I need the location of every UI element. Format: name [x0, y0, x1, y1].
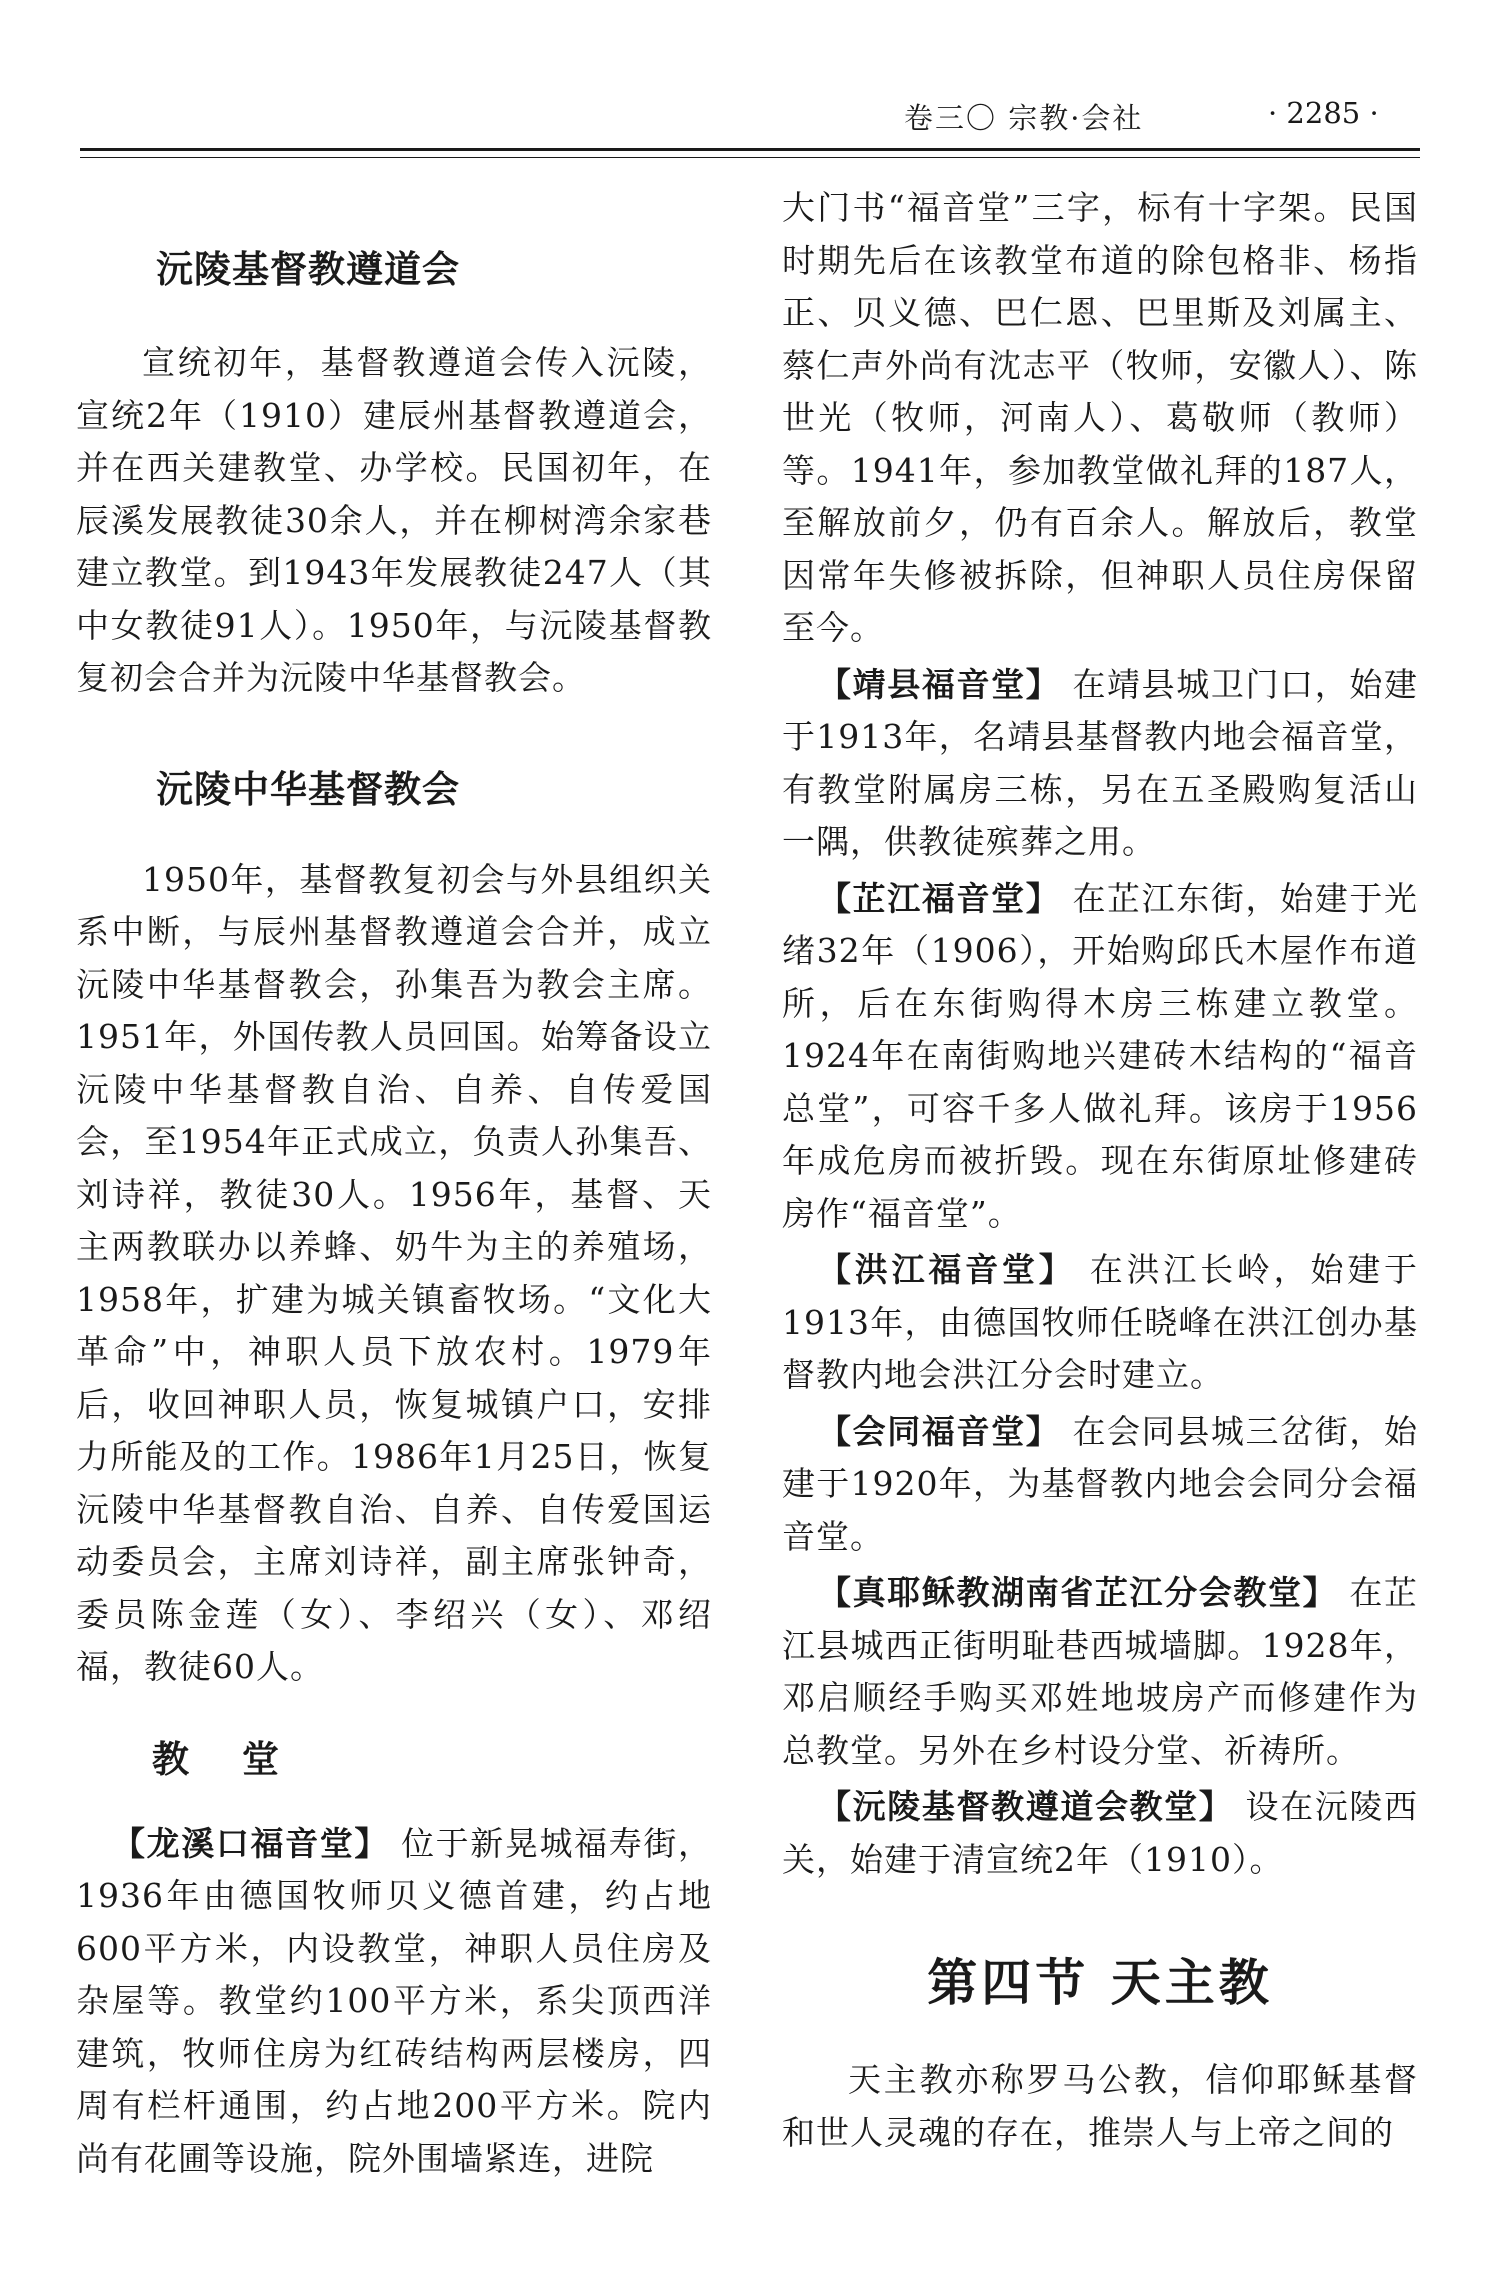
running-header [0, 96, 1500, 136]
entry-text: 在会同县城三岔街，始建于1920年，为基督教内地会会同分会福音堂。 [782, 1411, 1418, 1556]
section-heading: 沅陵基督教遵道会 [156, 248, 460, 291]
right-column [782, 182, 1418, 2159]
section-paragraph: 1950年，基督教复初会与外县组织关系中断，与辰州基督教遵道会合并，成立沅陵中华基督教会，孙集吾为教会主席。1951年，外国传教人员回国。始筹备设立沅陵中华基督教自治、自养、自传爱国会，至1954年正式成立，负责人孙集吾、刘诗祥，教徒30人。1956年，基督、天主两教联办以养蜂、奶牛为主的养殖场，1958年，扩建为城关镇畜牧场。“文化大革命”中，神职人员下放农村。1979年后，收回神职人员，恢复城镇户口，安排力所能及的工作。1986年1月25日，恢复沅陵中华基督教自治、自养、自传爱国运动委员会，主席刘诗祥，副主席张钟奇，委员陈金莲（女）、李绍兴（女）、邓绍福，教徒60人。 [76, 859, 712, 1686]
chapter-heading: 第四节 天主教 [927, 1953, 1273, 2012]
section-heading: 教 堂 [152, 1737, 299, 1781]
entry-title: 【洪江福音堂】 [818, 1250, 1076, 1289]
left-column [76, 182, 712, 2185]
entry-text: 在靖县城卫门口，始建于1913年，名靖县基督教内地会福音堂，有教堂附属房三栋，另在五圣殿购复活山一隅，供教徒殡葬之用。 [782, 664, 1418, 861]
entry-paragraph [76, 1818, 712, 2186]
header-rule-thin [80, 157, 1420, 158]
entry-title: 【沅陵基督教遵道会教堂】 [818, 1787, 1234, 1826]
entry-title: 【龙溪口福音堂】 [112, 1823, 389, 1863]
entry-text: 设在沅陵西关，始建于清宣统2年（1910）。 [782, 1787, 1419, 1879]
entry-paragraph [782, 873, 1418, 1241]
entry-title: 【会同福音堂】 [818, 1411, 1061, 1451]
entry-paragraph [782, 1406, 1418, 1564]
entry-title: 【芷江福音堂】 [818, 878, 1061, 918]
page-number: · 2285 · [1268, 96, 1379, 130]
entry-text: 在洪江长岭，始建于1913年，由德国牧师任晓峰在洪江创办基督教内地会洪江分会时建立。 [782, 1250, 1418, 1394]
chapter-paragraph: 天主教亦称罗马公教，信仰耶稣基督和世人灵魂的存在，推崇人与上帝之间的 [782, 2060, 1418, 2152]
entry-title: 【真耶稣教湖南省芷江分会教堂】 [818, 1573, 1338, 1612]
entry-title: 【靖县福音堂】 [818, 664, 1061, 704]
header-rule-thick [80, 148, 1420, 151]
entry-text: 位于新晃城福寿街，1936年由德国牧师贝义德首建，约占地600平方米，内设教堂，神职人员住房及杂屋等。教堂约100平方米，系尖顶西洋建筑，牧师住房为红砖结构两层楼房，四周有栏杆通围，约占地200平方米。院内尚有花圃等设施，院外围墙紧连，进院 [76, 1823, 713, 2178]
entry-paragraph [782, 1244, 1418, 1402]
entry-paragraph [782, 659, 1418, 869]
section-paragraph: 宣统初年，基督教遵道会传入沅陵，宣统2年（1910）建辰州基督教遵道会，并在西关建教堂、办学校。民国初年，在辰溪发展教徒30余人，并在柳树湾余家巷建立教堂。到1943年发展教徒247人（其中女教徒91人）。1950年，与沅陵基督教复初会合并为沅陵中华基督教会。 [76, 343, 712, 697]
entry-text: 在芷江县城西正街明耻巷西城墙脚。1928年，邓启顺经手购买邓姓地坡房产而修建作为总教堂。另外在乡村设分堂、祈祷所。 [782, 1573, 1418, 1770]
section-heading: 沅陵中华基督教会 [156, 767, 460, 811]
entry-text: 在芷江东街，始建于光绪32年（1906），开始购邱氏木屋作布道所，后在东街购得木房三栋建立教堂。1924年在南街购地兴建砖木结构的“福音总堂”，可容千多人做礼拜。该房于1956年成危房而被折毁。现在东街原址修建砖房作“福音堂”。 [782, 878, 1418, 1233]
entry-paragraph [782, 1781, 1418, 1886]
entry-paragraph [782, 1567, 1418, 1777]
continued-paragraph: 大门书“福音堂”三字，标有十字架。民国时期先后在该教堂布道的除包格非、杨指正、贝义德、巴仁恩、巴里斯及刘属主、蔡仁声外尚有沈志平（牧师，安徽人）、陈世光（牧师，河南人）、葛敬师（教师）等。1941年，参加教堂做礼拜的187人，至解放前夕，仍有百余人。解放后，教堂因常年失修被拆除，但神职人员住房保留至今。 [782, 188, 1418, 647]
running-header-title: 卷三〇 宗教·会社 [904, 101, 1144, 135]
